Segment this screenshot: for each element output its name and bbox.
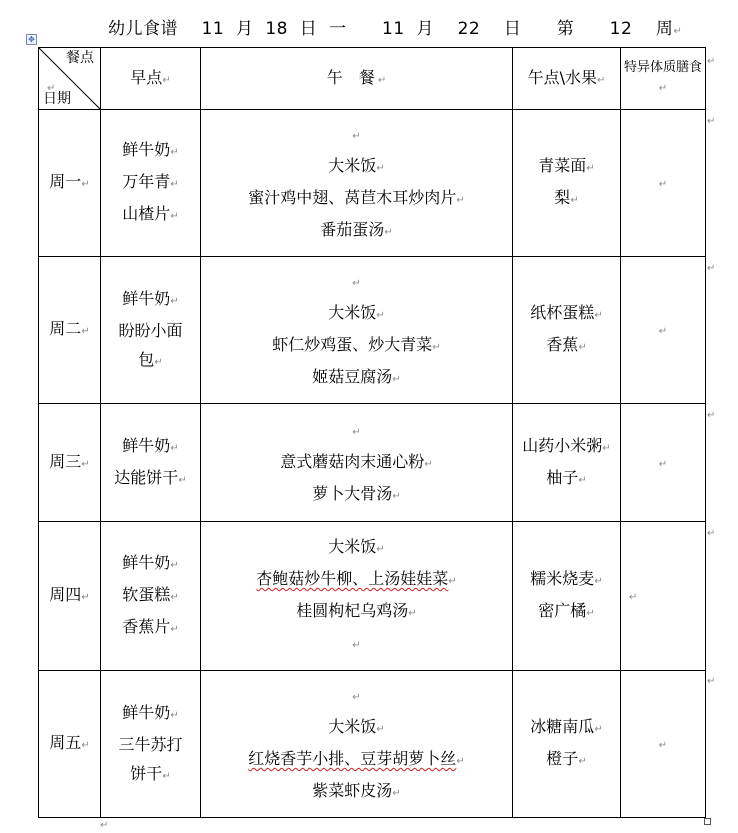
snack-cell: 冰糖南瓜↵ 橙子↵ <box>513 671 621 818</box>
breakfast-cell: 鲜牛奶↵ 软蛋糕↵ 香蕉片↵ <box>101 522 201 671</box>
header-lunch: 午 餐 ↵ <box>201 48 513 110</box>
table-move-handle-icon[interactable]: ✥ <box>26 34 37 45</box>
table-row <box>39 671 706 818</box>
corner-label-meal: 餐点 <box>66 50 94 66</box>
lunch-cell: ↵ 大米饭↵ 红烧香芋小排、豆芽胡萝卜丝↵ 紫菜虾皮汤↵ <box>201 671 513 818</box>
row-end-mark-icon: ↵ <box>707 410 716 421</box>
special-diet-cell: ↵ <box>621 257 706 404</box>
table-row <box>39 110 706 257</box>
header-breakfast: 早点↵ <box>101 48 201 110</box>
day-cell: 周一↵ <box>39 110 101 257</box>
lunch-cell: 大米饭↵ 杏鲍菇炒牛柳、上汤娃娃菜↵ 桂圆枸杞乌鸡汤↵ ↵ <box>201 522 513 671</box>
day-cell: 周三↵ <box>39 404 101 522</box>
special-diet-cell: ↵ <box>621 671 706 818</box>
row-end-mark-icon: ↵ <box>707 263 716 274</box>
corner-header-cell <box>39 48 101 110</box>
header-special-diet: 特异体质膳食↵ <box>621 48 706 110</box>
breakfast-cell: 鲜牛奶↵ 达能饼干↵ <box>101 404 201 522</box>
page-title: 幼儿食谱 11 月 18 日 一 11 月 22 日 第 12 周↵ <box>108 19 683 39</box>
table-row <box>39 257 706 404</box>
day-cell: 周五↵ <box>39 671 101 818</box>
row-end-mark-icon: ↵ <box>707 528 716 539</box>
special-diet-cell: ↵ <box>621 522 706 671</box>
breakfast-cell: 鲜牛奶↵ 盼盼小面 包↵ <box>101 257 201 404</box>
snack-cell: 糯米烧麦↵ 密广橘↵ <box>513 522 621 671</box>
row-end-mark-icon: ↵ <box>707 676 716 687</box>
day-cell: 周四↵ <box>39 522 101 671</box>
snack-cell: 山药小米粥↵ 柚子↵ <box>513 404 621 522</box>
lunch-cell: ↵ 大米饭↵ 虾仁炒鸡蛋、炒大青菜↵ 姬菇豆腐汤↵ <box>201 257 513 404</box>
lunch-cell: ↵ 大米饭↵ 蜜汁鸡中翅、莴苣木耳炒肉片↵ 番茄蛋汤↵ <box>201 110 513 257</box>
table-row <box>39 522 706 671</box>
row-end-mark-icon: ↵ <box>707 56 716 67</box>
menu-table <box>38 47 706 818</box>
paragraph-mark-icon: ↵ <box>673 26 683 37</box>
special-diet-cell: ↵ <box>621 110 706 257</box>
row-end-mark-icon: ↵ <box>707 116 716 127</box>
day-cell: 周二↵ <box>39 257 101 404</box>
breakfast-cell: 鲜牛奶↵ 三牛苏打 饼干↵ <box>101 671 201 818</box>
special-diet-cell: ↵ <box>621 404 706 522</box>
snack-cell: 纸杯蛋糕↵ 香蕉↵ <box>513 257 621 404</box>
table-resize-handle-icon[interactable] <box>704 818 711 825</box>
paragraph-mark-icon: ↵ <box>100 820 109 831</box>
header-row <box>39 48 706 110</box>
snack-cell: 青菜面↵ 梨↵ <box>513 110 621 257</box>
paragraph-mark-icon: ↵ <box>47 83 56 94</box>
header-snack: 午点\水果↵ <box>513 48 621 110</box>
table-row <box>39 404 706 522</box>
corner-label-date: 日期 <box>43 91 71 107</box>
lunch-cell: ↵ 意式蘑菇肉末通心粉↵ 萝卜大骨汤↵ <box>201 404 513 522</box>
breakfast-cell: 鲜牛奶↵ 万年青↵ 山楂片↵ <box>101 110 201 257</box>
